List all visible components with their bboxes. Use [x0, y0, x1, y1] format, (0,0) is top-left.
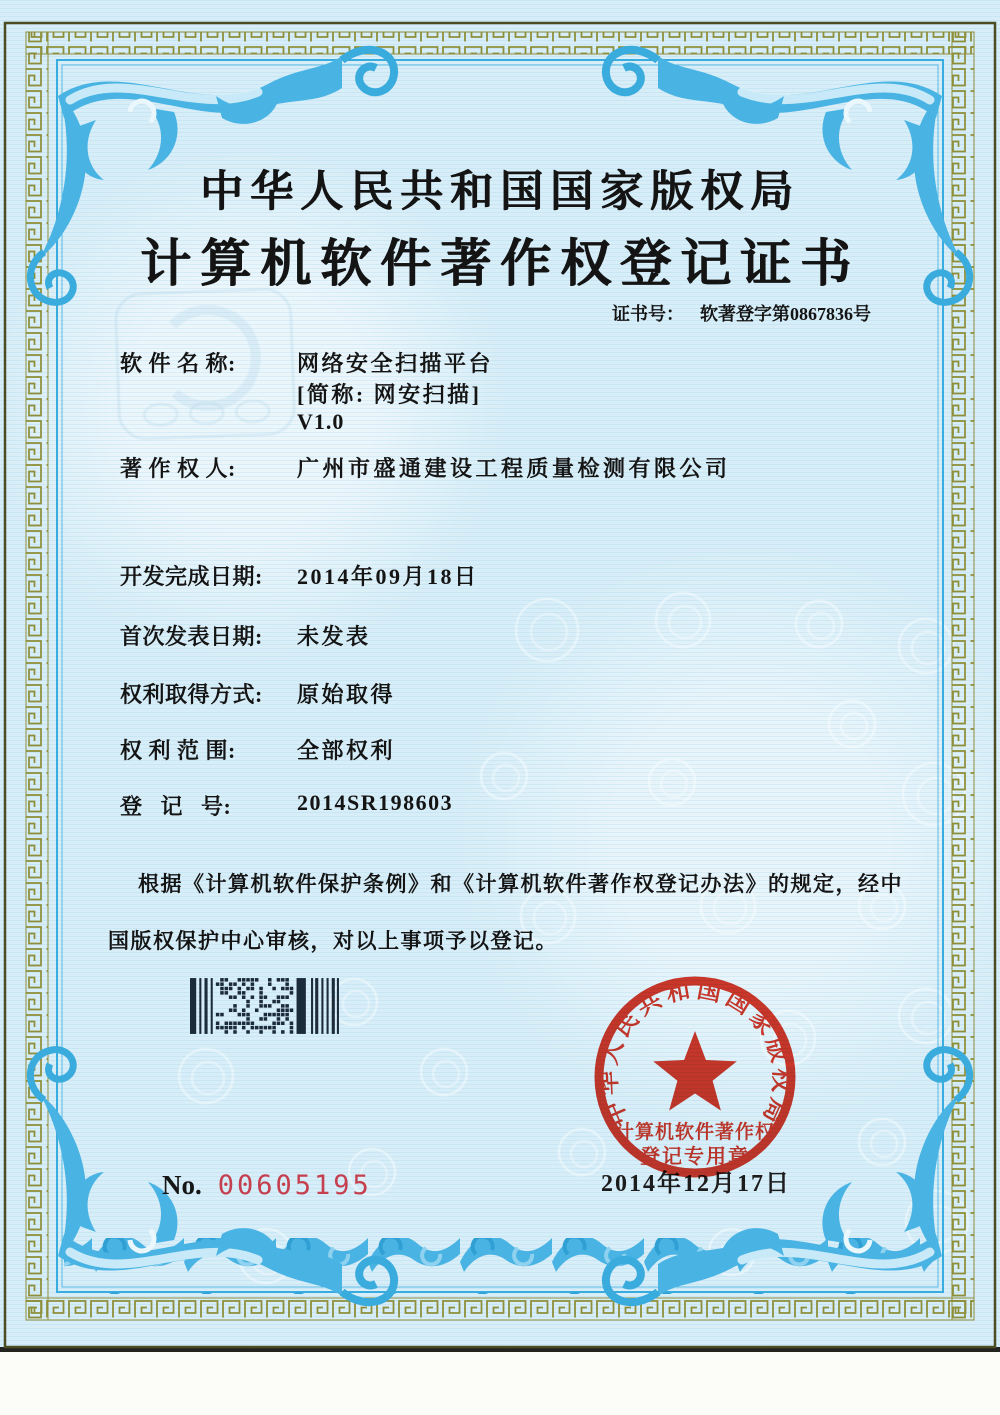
- barcode-icon: [190, 978, 340, 1034]
- field-label-copyright-owner: 著 作 权 人:: [120, 456, 236, 481]
- barcode: [190, 978, 340, 1039]
- seal-text-line1: 计算机软件著作权: [614, 1122, 776, 1143]
- field-label-rights-scope: 权 利 范 围:: [120, 738, 236, 763]
- star-icon: [653, 1031, 737, 1111]
- field-label-first-publication: 首次发表日期:: [120, 624, 263, 649]
- certificate-title: 计算机软件著作权登记证书: [139, 237, 860, 293]
- seal-date: 2014年12月17日: [601, 1171, 791, 1197]
- registration-number-value: 2014SR198603: [297, 790, 454, 815]
- field-label-completion-date: 开发完成日期:: [120, 564, 263, 589]
- seal-ring-text: 中华人民共和国国家版权局: [595, 976, 795, 1131]
- registration-statement: 根据《计算机软件保护条例》和《计算机软件著作权登记办法》的规定，经中国版权保护中心审核，对以上事项予以登记。: [108, 872, 903, 953]
- software-name-value: 网络安全扫描平台: [297, 351, 494, 376]
- seal-text-line2: 登记专用章: [640, 1146, 750, 1168]
- emblem-dots: [142, 399, 271, 427]
- certificate-number-label: 证书号：: [612, 304, 684, 324]
- rights-scope-value: 全部权利: [297, 738, 396, 763]
- rights-acquisition-value: 原始取得: [297, 682, 396, 707]
- serial-number: 00605195: [217, 1170, 372, 1201]
- software-short-name-value: [简称: 网安扫描]: [297, 382, 482, 407]
- completion-date-value: 2014年09月18日: [297, 564, 479, 589]
- official-seal: [570, 972, 822, 1224]
- certificate-number-line: [612, 300, 871, 326]
- field-label-rights-acquisition: 权利取得方式:: [120, 682, 263, 707]
- software-version-value: V1.0: [297, 409, 345, 434]
- issuing-authority-title: 中华人民共和国国家版权局: [200, 169, 800, 216]
- copyright-owner-value: 广州市盛通建设工程质量检测有限公司: [297, 456, 731, 481]
- scanner-background: [0, 1352, 1000, 1415]
- field-label-registration-number: 登 记 号:: [120, 794, 232, 819]
- first-publication-value: 未发表: [297, 624, 371, 649]
- serial-number-line: [162, 1170, 372, 1201]
- certificate-number-value: 软著登字第0867836号: [700, 304, 871, 324]
- field-label-software-name: 软 件 名 称:: [120, 351, 236, 376]
- serial-prefix: No.: [162, 1170, 202, 1200]
